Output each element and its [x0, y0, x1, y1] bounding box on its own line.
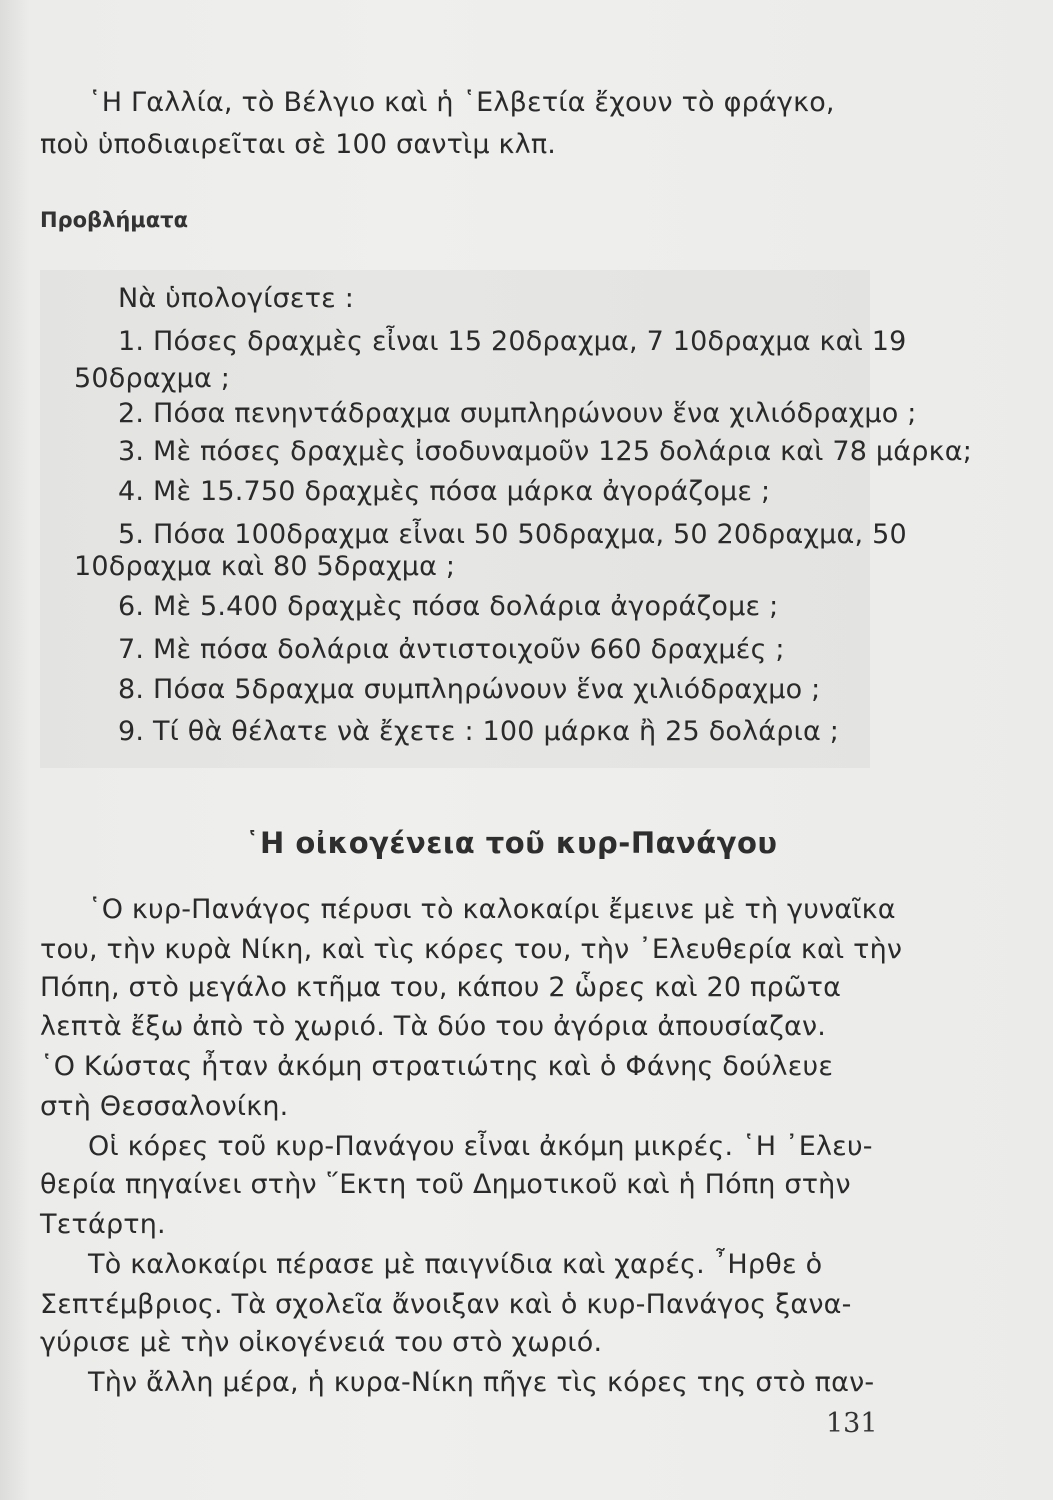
story-line: στὴ Θεσσαλονίκη. — [40, 1091, 289, 1122]
intro-line-2: ποὺ ὑποδιαιρεῖται σὲ 100 σαντὶμ κλπ. — [40, 129, 557, 160]
story-line: ῾Ο κυρ-Πανάγος πέρυσι τὸ καλοκαίρι ἔμεινε μὲ τὴ γυναῖκα — [88, 894, 896, 925]
problems-heading: Προβλήματα — [40, 208, 189, 232]
story-line: ῾Ο Κώστας ἦταν ἀκόμη στρατιώτης καὶ ὁ Φάνης δούλευε — [40, 1051, 834, 1082]
problems-instruction: Νὰ ὑπολογίσετε : — [118, 283, 355, 314]
problem-line: 2. Πόσα πενηντάδραχμα συμπληρώνουν ἕνα χιλιόδραχμο ; — [118, 398, 917, 429]
problem-line: 9. Τί θὰ θέλατε νὰ ἔχετε : 100 μάρκα ἢ 25 δολάρια ; — [118, 716, 840, 747]
problem-line: 6. Μὲ 5.400 δραχμὲς πόσα δολάρια ἀγοράζομε ; — [118, 591, 779, 622]
problem-line: 4. Μὲ 15.750 δραχμὲς πόσα μάρκα ἀγοράζομε ; — [118, 476, 771, 507]
story-title: ῾Η οἰκογένεια τοῦ κυρ-Πανάγου — [245, 826, 778, 860]
story-line: Τετάρτη. — [40, 1209, 166, 1240]
intro-line-1: ῾Η Γαλλία, τὸ Βέλγιο καὶ ἡ ῾Ελβετία ἔχουν τὸ φράγκο, — [88, 87, 835, 118]
story-line: Τὸ καλοκαίρι πέρασε μὲ παιγνίδια καὶ χαρές. ῏Ηρθε ὁ — [88, 1249, 823, 1280]
story-line: θερία πηγαίνει στὴν ῞Εκτη τοῦ Δημοτικοῦ καὶ ἡ Πόπη στὴν — [40, 1169, 851, 1200]
story-line: γύρισε μὲ τὴν οἰκογένειά του στὸ χωριό. — [40, 1327, 603, 1358]
page-number: 131 — [826, 1408, 878, 1439]
story-line: Πόπη, στὸ μεγάλο κτῆμα του, κάπου 2 ὧρες καὶ 20 πρῶτα — [40, 972, 842, 1003]
story-line: του, τὴν κυρὰ Νίκη, καὶ τὶς κόρες του, τὴν ᾿Ελευθερία καὶ τὴν — [40, 934, 903, 965]
problem-line: 1. Πόσες δραχμὲς εἶναι 15 20δραχμα, 7 10δραχμα καὶ 19 — [118, 326, 907, 357]
problem-line: 10δραχμα καὶ 80 5δραχμα ; — [74, 551, 456, 582]
problem-line: 7. Μὲ πόσα δολάρια ἀντιστοιχοῦν 660 δραχμές ; — [118, 634, 785, 665]
problem-line: 50δραχμα ; — [74, 363, 231, 394]
problem-line: 8. Πόσα 5δραχμα συμπληρώνουν ἕνα χιλιόδραχμο ; — [118, 674, 821, 705]
story-line: Οἱ κόρες τοῦ κυρ-Πανάγου εἶναι ἀκόμη μικρές. ῾Η ᾿Ελευ- — [88, 1131, 873, 1162]
problem-line: 3. Μὲ πόσες δραχμὲς ἰσοδυναμοῦν 125 δολάρια καὶ 78 μάρκα; — [118, 436, 973, 467]
story-line: Σεπτέμβριος. Τὰ σχολεῖα ἄνοιξαν καὶ ὁ κυρ-Πανάγος ξανα- — [40, 1289, 852, 1320]
problem-line: 5. Πόσα 100δραχμα εἶναι 50 50δραχμα, 50 20δραχμα, 50 — [118, 519, 907, 550]
story-line: Τὴν ἄλλη μέρα, ἡ κυρα-Νίκη πῆγε τὶς κόρες της στὸ παν- — [88, 1367, 875, 1398]
story-line: λεπτὰ ἔξω ἀπὸ τὸ χωριό. Τὰ δύο του ἀγόρια ἀπουσίαζαν. — [40, 1011, 827, 1042]
